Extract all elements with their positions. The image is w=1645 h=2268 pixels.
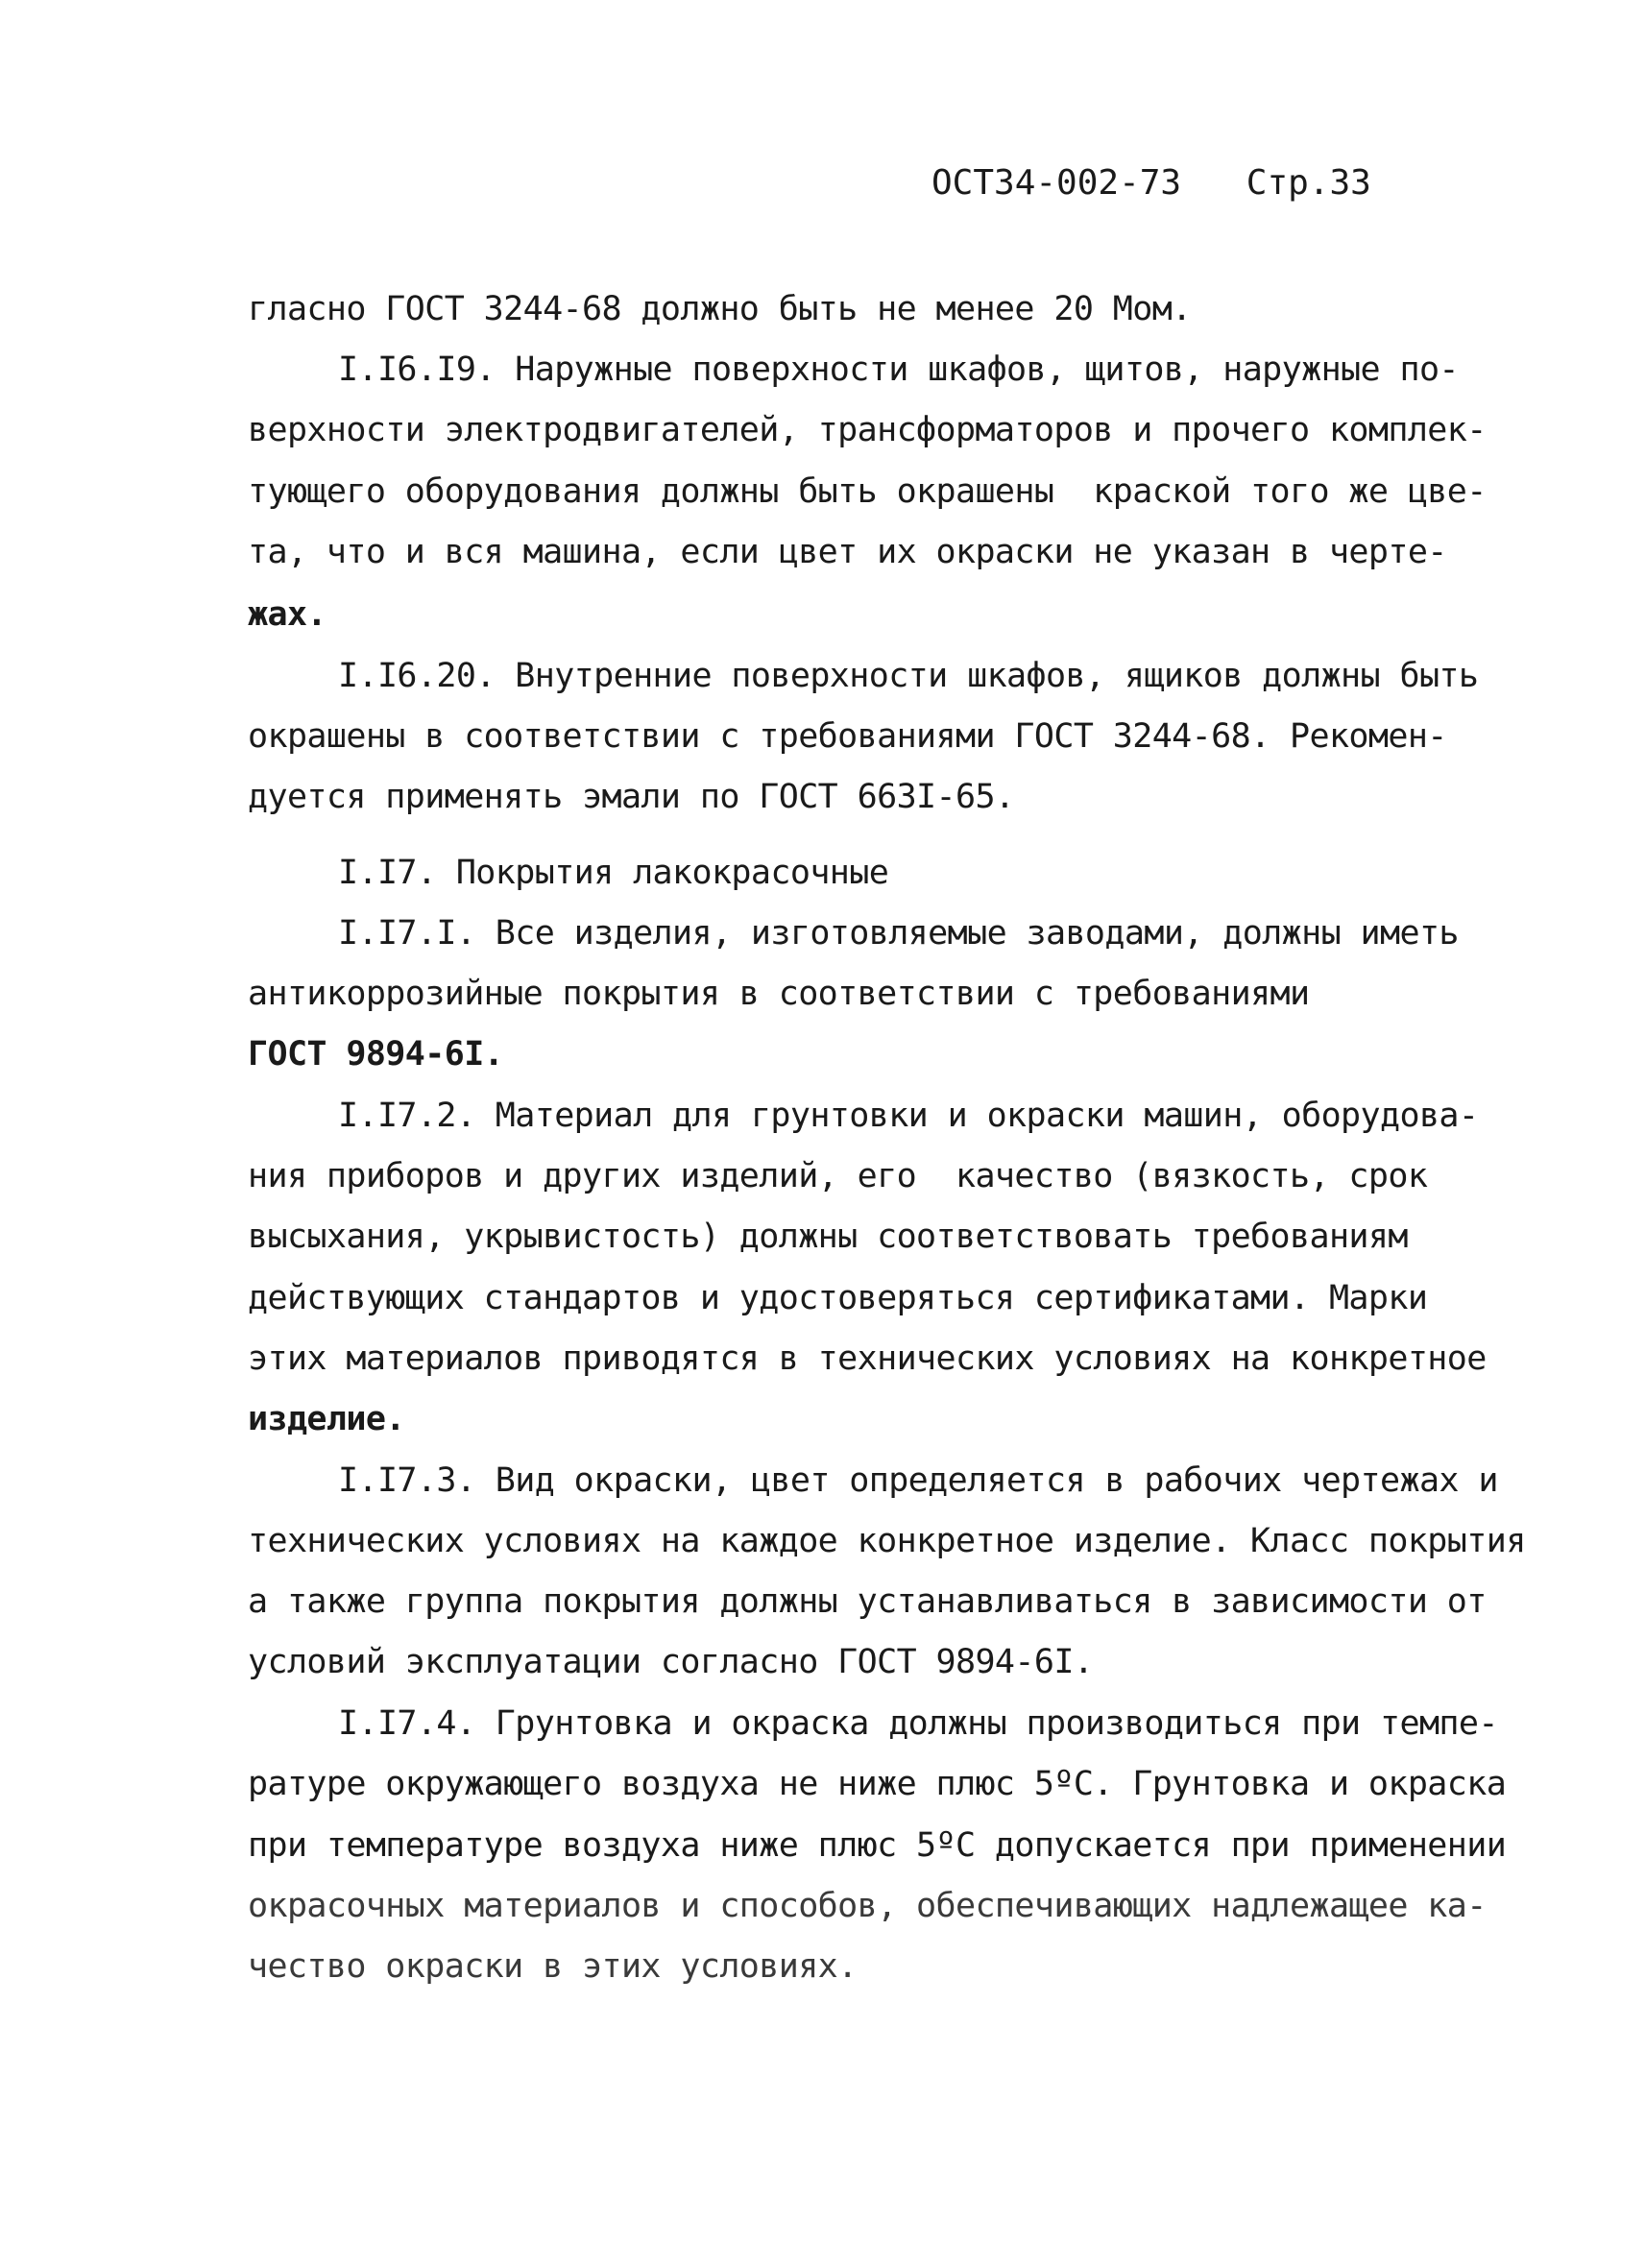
text-line: ратуре окружающего воздуха не ниже плюс 5ºС. Грунтовка и окраска [248, 1765, 1507, 1803]
text-line: ГОСТ 9894-6I. [248, 1035, 504, 1074]
document-code: ОСТ34-002-73 [931, 163, 1182, 203]
text-line: дуется применять эмали по ГОСТ 663I-65. [248, 778, 1015, 816]
text-line: ния приборов и других изделий, его качество (вязкость, срок [248, 1157, 1428, 1195]
text-line: чество окраски в этих условиях. [248, 1947, 858, 1986]
text-line: тующего оборудования должны быть окрашены краской того же цве- [248, 472, 1487, 511]
text-line: высыхания, укрывистость) должны соответствовать требованиям [248, 1218, 1408, 1256]
text-line: жах. [248, 595, 327, 634]
page-header [931, 163, 1371, 203]
text-line: этих материалов приводятся в технических условиях на конкретное [248, 1339, 1487, 1378]
section-heading: I.I7. Покрытия лакокрасочные [338, 854, 889, 892]
text-line: технических условиях на каждое конкретное изделие. Класс покрытия [248, 1522, 1526, 1560]
text-line: изделие. [248, 1400, 405, 1438]
text-line: I.I7.I. Все изделия, изготовляемые заводами, должны иметь [338, 914, 1459, 953]
text-line: I.I6.20. Внутренние поверхности шкафов, ящиков должны быть [338, 657, 1479, 695]
text-line: I.I7.4. Грунтовка и окраска должны производиться при темпе- [338, 1704, 1498, 1743]
text-line: гласно ГОСТ 3244-68 должно быть не менее 20 Мом. [248, 290, 1192, 328]
text-line: при температуре воздуха ниже плюс 5ºС допускается при применении [248, 1826, 1507, 1865]
text-line: условий эксплуатации согласно ГОСТ 9894-6I. [248, 1643, 1094, 1681]
text-line: I.I7.3. Вид окраски, цвет определяется в рабочих чертежах и [338, 1461, 1498, 1500]
text-line: I.I7.2. Материал для грунтовки и окраски машин, оборудова- [338, 1097, 1479, 1135]
text-line: антикоррозийные покрытия в соответствии с требованиями [248, 975, 1310, 1013]
text-line: I.I6.I9. Наружные поверхности шкафов, щитов, наружные по- [338, 350, 1459, 389]
text-line: а также группа покрытия должны устанавливаться в зависимости от [248, 1582, 1487, 1621]
text-line: окрашены в соответствии с требованиями ГОСТ 3244-68. Рекомен- [248, 717, 1447, 756]
text-line: окрасочных материалов и способов, обеспечивающих надлежащее ка- [248, 1887, 1487, 1925]
text-line: действующих стандартов и удостоверяться сертификатами. Марки [248, 1279, 1428, 1317]
text-line: та, что и вся машина, если цвет их окраски не указан в черте- [248, 533, 1447, 571]
text-line: верхности электродвигателей, трансформаторов и прочего комплек- [248, 411, 1487, 449]
page-number: Стр.33 [1246, 163, 1371, 203]
